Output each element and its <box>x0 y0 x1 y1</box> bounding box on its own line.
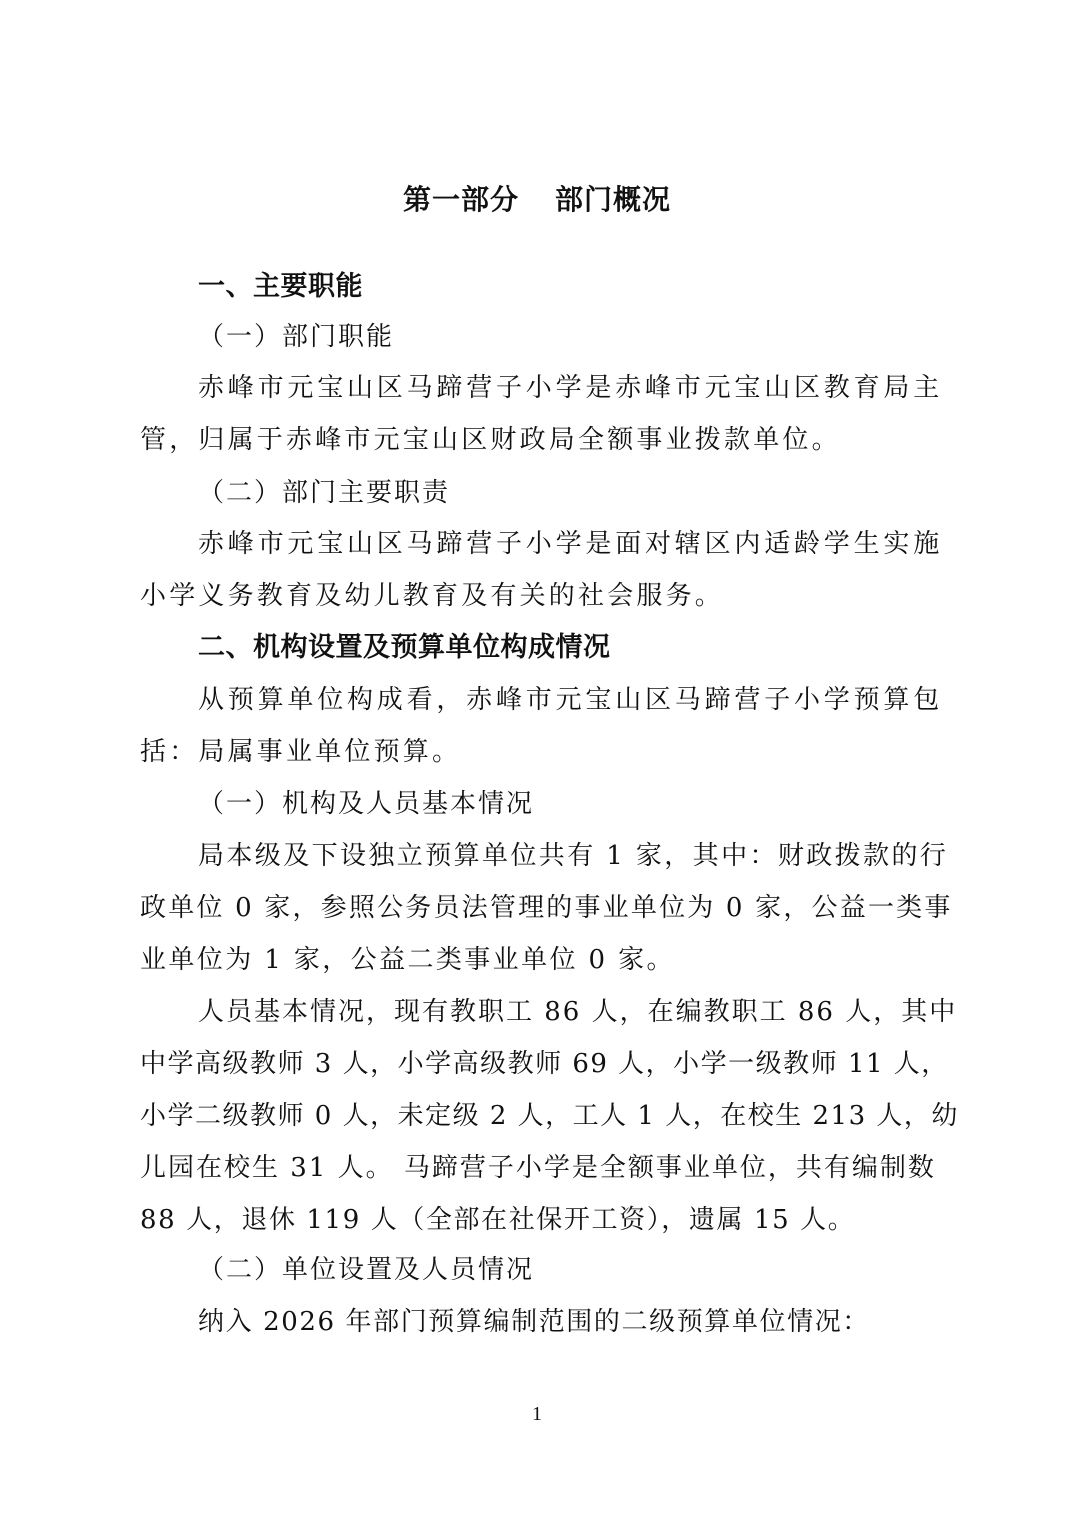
paragraph-line: 赤峰市元宝山区马蹄营子小学是面对辖区内适龄学生实施 <box>198 529 944 559</box>
paragraph-line: 小学义务教育及幼儿教育及有关的社会服务。 <box>140 581 725 611</box>
paragraph-line: 人员基本情况，现有教职工 86 人，在编教职工 86 人，其中 <box>198 997 958 1027</box>
paragraph-line: 括：局属事业单位预算。 <box>140 737 462 767</box>
subheading-dept-functions: （一）部门职能 <box>198 322 395 352</box>
paragraph-line: 从预算单位构成看，赤峰市元宝山区马蹄营子小学预算包 <box>198 685 944 715</box>
paragraph-line: 儿园在校生 31 人。 马蹄营子小学是全额事业单位，共有编制数 <box>140 1153 936 1183</box>
paragraph-line: 纳入 2026 年部门预算编制范围的二级预算单位情况： <box>198 1307 870 1337</box>
paragraph-line: 中学高级教师 3 人，小学高级教师 69 人，小学一级教师 11 人， <box>140 1049 949 1079</box>
paragraph-line: 管，归属于赤峰市元宝山区财政局全额事业拨款单位。 <box>140 425 841 455</box>
subheading-unit-setup: （二）单位设置及人员情况 <box>198 1255 535 1285</box>
paragraph-line: 赤峰市元宝山区马蹄营子小学是赤峰市元宝山区教育局主 <box>198 373 944 403</box>
page-title <box>0 178 1074 218</box>
title-name: 部门概况 <box>555 183 672 216</box>
paragraph-line: 88 人，退休 119 人（全部在社保开工资），遗属 15 人。 <box>140 1205 856 1235</box>
subheading-dept-duties: （二）部门主要职责 <box>198 478 451 508</box>
paragraph-line: 业单位为 1 家，公益二类事业单位 0 家。 <box>140 945 675 975</box>
title-part: 第一部分 <box>402 183 519 216</box>
subheading-org-staff: （一）机构及人员基本情况 <box>198 789 535 819</box>
paragraph-line: 局本级及下设独立预算单位共有 1 家，其中：财政拨款的行 <box>198 841 949 871</box>
section-heading-structure: 二、机构设置及预算单位构成情况 <box>198 632 611 663</box>
paragraph-line: 政单位 0 家，参照公务员法管理的事业单位为 0 家，公益一类事 <box>140 893 953 923</box>
page-number: 1 <box>532 1403 542 1425</box>
paragraph-line: 小学二级教师 0 人，未定级 2 人，工人 1 人，在校生 213 人，幼 <box>140 1101 959 1131</box>
section-heading-main-functions: 一、主要职能 <box>198 271 363 302</box>
